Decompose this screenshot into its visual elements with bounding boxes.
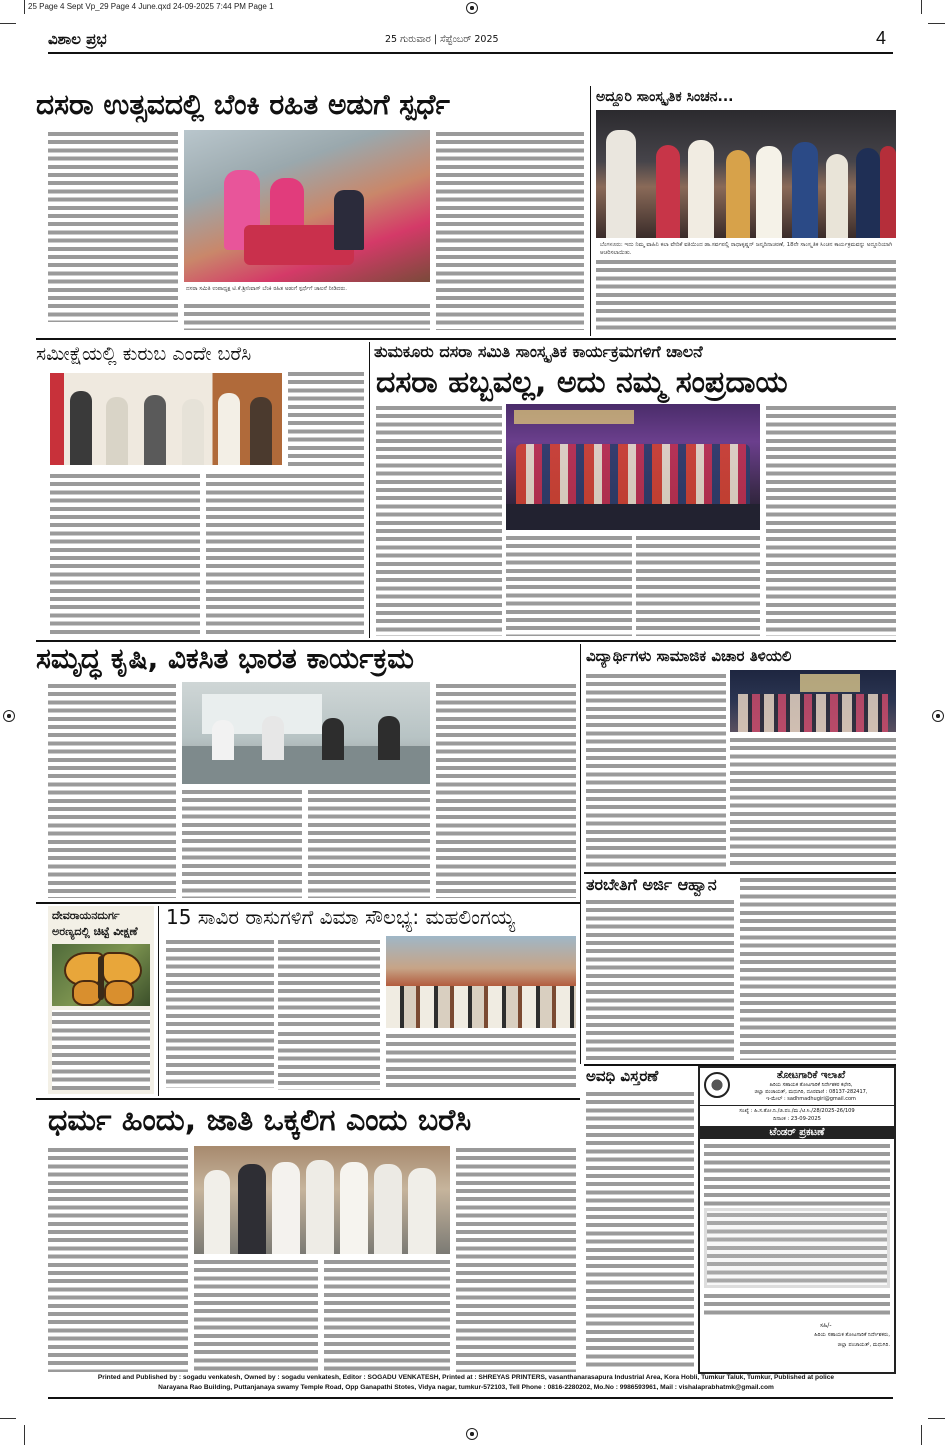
headline-butterfly-line1: ದೇವರಾಯನದುರ್ಗ	[52, 909, 120, 922]
photo-vima	[386, 936, 576, 1028]
article-body-vima-col1	[166, 938, 274, 1088]
article-body-dasara-cooking-col3	[436, 130, 584, 330]
tender-address: ಜಿಲ್ಲಾ ಪಂಚಾಯತ್, ಮಧುಗಿರಿ, ದೂರವಾಣಿ : 08137-282417,	[754, 1089, 868, 1095]
photo-dharma	[194, 1146, 450, 1254]
article-body-dasara-samiti-col1	[376, 404, 502, 636]
article-body-vima-col2	[278, 938, 380, 1026]
column-divider	[369, 342, 370, 638]
article-body-vima-col3	[278, 1030, 380, 1090]
tender-ref: ಸಂಖ್ಯೆ : ಹಿ.ಸ.ತೋ.ನಿ./ಜಿ.ಪಂ./ಮ./ಟಿ.ಸಿ./28/2025-26/109	[739, 1108, 855, 1114]
masthead-logo: ವಿಶಾಲ ಪ್ರಭ	[48, 30, 107, 48]
column-divider	[590, 86, 591, 336]
crop-mark	[0, 23, 16, 24]
article-body-butterfly	[52, 1010, 150, 1090]
photo-adduri-event	[596, 110, 896, 238]
headline-vima: 15 ಸಾವಿರ ರಾಸುಗಳಿಗೆ ವಿಮಾ ಸೌಲಭ್ಯ: ಮಹಲಿಂಗಯ್ಯ	[166, 905, 515, 929]
registration-mark-icon	[932, 710, 944, 722]
tender-schedule-box	[704, 1208, 890, 1288]
crop-mark	[928, 23, 945, 24]
tender-signatory-2: ಜಿಲ್ಲಾ ಪಂಚಾಯತ್, ಮಧುಗಿರಿ.	[837, 1342, 890, 1348]
photo-cooking-competition	[184, 130, 430, 282]
tender-office: ಹಿರಿಯ ಸಹಾಯಕ ತೋಟಗಾರಿಕೆ ನಿರ್ದೇಶಕರ ಕಛೇರಿ,	[769, 1082, 853, 1088]
article-body-dharma-col1	[48, 1146, 188, 1372]
tender-date: ದಿನಾಂಕ : 23-09-2025	[773, 1116, 821, 1122]
headline-krishi: ಸಮೃದ್ಧ ಕೃಷಿ, ವಿಕಸಿತ ಭಾರತ ಕಾರ್ಯಕ್ರಮ	[36, 642, 414, 675]
section-rule	[36, 902, 580, 904]
tender-title: ಟೆಂಡರ್ ಪ್ರಕಟಣೆ	[700, 1126, 894, 1139]
page-number: 4	[876, 28, 887, 48]
headline-avadhi: ಅವಧಿ ವಿಸ್ತರಣೆ	[586, 1067, 659, 1085]
headline-tarabeti: ತರಬೇತಿಗೆ ಅರ್ಜಿ ಆಹ್ವಾನ	[586, 875, 717, 894]
article-body-tarabeti-col2	[740, 876, 896, 1060]
masthead-date: 25 ಗುರುವಾರ | ಸೆಪ್ಟೆಂಬರ್ 2025	[385, 34, 499, 45]
photo-krishi	[182, 682, 430, 784]
article-body-krishi-col4	[436, 682, 576, 898]
article-body-adduri	[596, 258, 896, 332]
section-rule	[584, 872, 896, 874]
crop-mark	[921, 0, 922, 14]
article-body-vidyarthi-col1	[586, 672, 726, 868]
photo-kuruba	[50, 373, 282, 465]
registration-mark-icon	[466, 2, 478, 14]
column-divider	[580, 644, 581, 1064]
article-body-dasara-cooking	[48, 130, 178, 322]
tender-note	[704, 1292, 890, 1318]
crop-mark	[921, 1425, 922, 1445]
article-body-dasara-samiti-col4	[766, 404, 896, 636]
article-body-kuruba-side	[288, 370, 364, 470]
tender-signoff: ಸಹಿ/-	[820, 1322, 832, 1329]
section-rule	[36, 338, 896, 340]
column-divider	[158, 906, 159, 1096]
article-body-vidyarthi-col2	[730, 736, 896, 868]
article-body-dharma-col3	[324, 1258, 450, 1372]
photo-vidyarthi	[730, 670, 896, 732]
crop-mark	[0, 1418, 16, 1419]
file-slug: 25 Page 4 Sept Vp_29 Page 4 June.qxd 24-09-2025 7:44 PM Page 1	[28, 2, 274, 11]
headline-dasara-cooking: ದಸರಾ ಉತ್ಸವದಲ್ಲಿ ಬೆಂಕಿ ರಹಿತ ಅಡುಗೆ ಸ್ಪರ್ಧೆ	[36, 88, 450, 121]
headline-dharma: ಧರ್ಮ ಹಿಂದು, ಜಾತಿ ಒಕ್ಕಲಿಗ ಎಂದು ಬರೆಸಿ	[48, 1103, 472, 1138]
tender-body-text	[704, 1142, 890, 1206]
kicker-dasara-samiti: ತುಮಕೂರು ದಸರಾ ಸಮಿತಿ ಸಾಂಸ್ಕೃತಿಕ ಕಾರ್ಯಕ್ರಮಗಳಿಗೆ ಚಾಲನೆ	[374, 342, 703, 361]
headline-adduri: ಅದ್ದೂರಿ ಸಾಂಸ್ಕೃತಿಕ ಸಿಂಚನ...	[596, 89, 734, 105]
tender-email: ಇ-ಮೇಲ್ : sadhmadhugiri@gmail.com	[766, 1096, 856, 1102]
article-body-avadhi	[586, 1090, 694, 1370]
headline-kuruba: ಸಮೀಕ್ಷೆಯಲ್ಲಿ ಕುರುಬ ಎಂದೇ ಬರೆಸಿ	[36, 343, 252, 365]
headline-dasara-samiti: ದಸರಾ ಹಬ್ಬವಲ್ಲ, ಅದು ನಮ್ಮ ಸಂಪ್ರದಾಯ	[376, 365, 788, 400]
article-body-kuruba-col1	[50, 472, 200, 634]
photo-butterfly	[52, 944, 150, 1006]
article-body-dharma-col2	[194, 1258, 318, 1372]
photo-dasara-samiti-stage	[506, 404, 760, 530]
registration-mark-icon	[466, 1428, 478, 1440]
caption-dasara-cooking: ದಸರಾ ಸಮಿತಿ ಉಪಾಧ್ಯಕ್ಷ ಟಿ.ಕೆ.ಶ್ರೀನಿವಾಸ್ ಬೆಂಕಿ ರಹಿತ ಅಡುಗೆ ಸ್ಪರ್ಧೆಗೆ ಚಾಲನೆ ನೀಡಿದರು.	[186, 286, 347, 292]
headline-butterfly-line2: ಅರಣ್ಯದಲ್ಲಿ ಚಿಟ್ಟೆ ವೀಕ್ಷಣೆ	[52, 925, 138, 938]
masthead-rule	[48, 52, 893, 54]
article-body-vima-col4	[386, 1032, 576, 1090]
article-body-krishi-col2	[182, 788, 302, 898]
imprint-line-1: Printed and Published by : sogadu venkatesh, Owned by : sogadu venkatesh, Editor : SOGADU VENKATESH, Printed at : SHREYAS PRINTERS, vasanthanarasapura Industrial Area, Kora Hobli, Tumkur Taluk, Tumkur, Published at police	[97, 1374, 835, 1381]
tender-advertisement	[698, 1066, 896, 1374]
section-rule	[36, 1098, 580, 1100]
crop-mark	[24, 0, 25, 14]
registration-mark-icon	[3, 710, 15, 722]
article-body-krishi-col3	[308, 788, 430, 898]
article-body-dharma-col4	[456, 1146, 576, 1372]
article-body-dasara-samiti-col2	[506, 534, 632, 636]
article-body-dasara-samiti-col3	[636, 534, 760, 636]
headline-vidyarthi: ವಿದ್ಯಾರ್ಥಿಗಳು ಸಾಮಾಜಿಕ ವಿಚಾರ ತಿಳಿಯಲಿ	[586, 647, 792, 665]
article-body-tarabeti-col1	[586, 898, 734, 1060]
crop-mark	[928, 1418, 945, 1419]
article-body-krishi-col1	[48, 682, 176, 898]
article-body-kuruba-col2	[206, 472, 364, 634]
footer-rule	[48, 1397, 893, 1399]
imprint-line-2: Narayana Rao Building, Puttanjanaya swamy Temple Road, Opp Ganapathi Stotes, Vidya nagar, tumkur-572103, Tell Phone : 0816-2280202, Mo.No : 9986593961, Mail : vishalaprabhatmk@gmail.com	[158, 1384, 774, 1391]
article-body-dasara-cooking-cont	[184, 302, 430, 330]
government-emblem-icon	[704, 1072, 730, 1098]
caption-adduri: ಬೆಂಗಳೂರು: ಇದು ನಿಮ್ಮ ವಾಹಿನಿ ಕಲಾ ವೇದಿಕೆ ವತಿಯಿಂದ ಡಾ.ಸರ್ವಪಲ್ಲಿ ರಾಧಾಕೃಷ್ಣನ್ ಜನ್ಮದಿನಾಚರಣೆ, 18ನೇ ಸಾಂಸ್ಕೃತಿಕ ಸಿಂಚನ ಕಾರ್ಯಕ್ರಮವನ್ನು ಅದ್ದೂರಿಯಾಗಿ ಆಚರಿಸಲಾಯಿತು.	[600, 242, 893, 256]
tender-dept: ತೋಟಗಾರಿಕೆ ಇಲಾಖೆ	[776, 1070, 846, 1081]
crop-mark	[24, 1425, 25, 1445]
tender-signatory-1: ಹಿರಿಯ ಸಹಾಯಕ ತೋಟಗಾರಿಕೆ ನಿರ್ದೇಶಕರು,	[814, 1332, 890, 1338]
